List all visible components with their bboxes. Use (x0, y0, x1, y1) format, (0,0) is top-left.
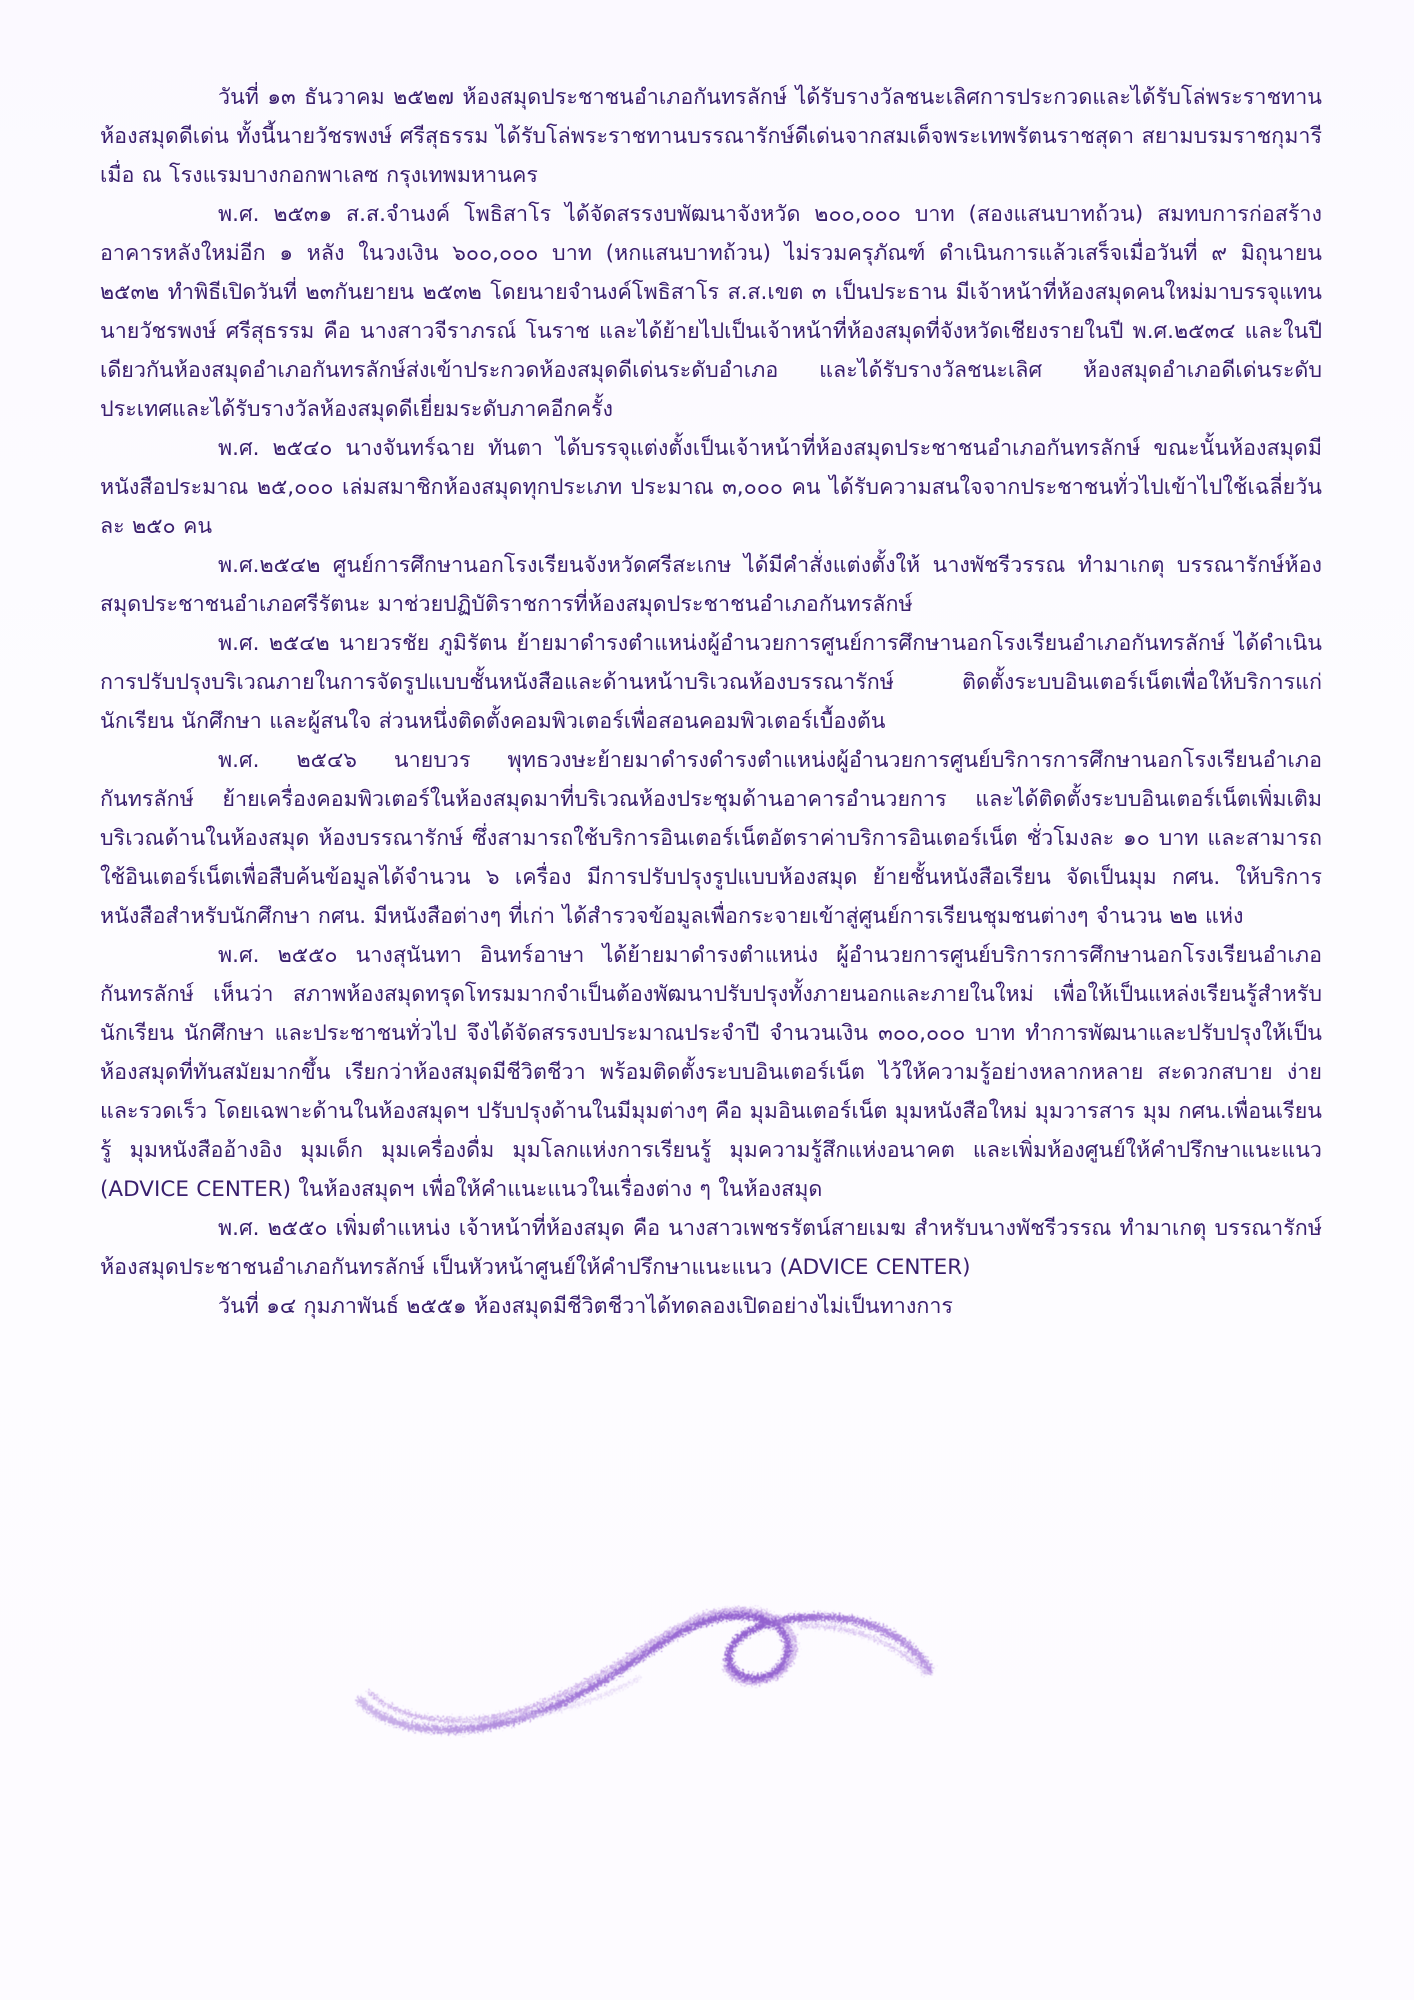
paragraph: พ.ศ. ๒๕๔๒ นายวรชัย ภูมิรัตน ย้ายมาดำรงตำแหน่งผู้อำนวยการศูนย์การศึกษานอกโรงเรียนอำเภอกันทรลักษ์ ได้ดำเนินการปรับปรุงบริเวณภายในการจัดรูปแบบชั้นหนังสือและด้านหน้าบริเวณห้องบรรณารักษ์ ติดตั้งระบบอินเตอร์เน็ตเพื่อให้บริการแก่นักเรียน นักศึกษา และผู้สนใจ ส่วนหนึ่งติดตั้งคอมพิวเตอร์เพื่อสอนคอมพิวเตอร์เบื้องต้น (100, 631, 1322, 734)
document-body (100, 78, 1322, 1326)
paragraph: วันที่ ๑๔ กุมภาพันธ์ ๒๕๕๑ ห้องสมุดมีชีวิตชีวาได้ทดลองเปิดอย่างไม่เป็นทางการ (218, 1294, 953, 1319)
paragraph: พ.ศ. ๒๕๕๐ เพิ่มตำแหน่ง เจ้าหน้าที่ห้องสมุด คือ นางสาวเพชรรัตน์สายเมฆ สำหรับนางพัชรีวรรณ ทำมาเกตุ บรรณารักษ์ห้องสมุดประชาชนอำเภอกันทรลักษ์ เป็นหัวหน้าศูนย์ให้คำปรึกษาแนะแนว (ADVICE CENTER) (100, 1216, 1322, 1280)
paragraph: พ.ศ. ๒๕๓๑ ส.ส.จำนงค์ โพธิสาโร ได้จัดสรรงบพัฒนาจังหวัด ๒๐๐,๐๐๐ บาท (สองแสนบาทถ้วน) สมทบการก่อสร้างอาคารหลังใหม่อีก ๑ หลัง ในวงเงิน ๖๐๐,๐๐๐ บาท (หกแสนบาทถ้วน) ไม่รวมครุภัณฑ์ ดำเนินการแล้วเสร็จเมื่อวันที่ ๙ มิถุนายน ๒๕๓๒ ทำพิธีเปิดวันที่ ๒๓กันยายน ๒๕๓๒ โดยนายจำนงค์โพธิสาโร ส.ส.เขต ๓ เป็นประธาน มีเจ้าหน้าที่ห้องสมุดคนใหม่มาบรรจุแทนนายวัชรพงษ์ ศรีสุธรรม คือ นางสาวจีราภรณ์ โนราช และได้ย้ายไปเป็นเจ้าหน้าที่ห้องสมุดที่จังหวัดเชียงรายในปี พ.ศ.๒๕๓๔ และในปีเดียวกันห้องสมุดอำเภอกันทรลักษ์ส่งเข้าประกวดห้องสมุดดีเด่นระดับอำเภอ และได้รับรางวัลชนะเลิศ ห้องสมุดอำเภอดีเด่นระดับประเทศและได้รับรางวัลห้องสมุดดีเยี่ยมระดับภาคอีกครั้ง (100, 202, 1322, 422)
paragraph: พ.ศ. ๒๕๕๐ นางสุนันทา อินทร์อาษา ได้ย้ายมาดำรงตำแหน่ง ผู้อำนวยการศูนย์บริการการศึกษานอกโรงเรียนอำเภอกันทรลักษ์ เห็นว่า สภาพห้องสมุดทรุดโทรมมากจำเป็นต้องพัฒนาปรับปรุงทั้งภายนอกและภายในใหม่ เพื่อให้เป็นแหล่งเรียนรู้สำหรับนักเรียน นักศึกษา และประชาชนทั่วไป จึงได้จัดสรรงบประมาณประจำปี จำนวนเงิน ๓๐๐,๐๐๐ บาท ทำการพัฒนาและปรับปรุงให้เป็นห้องสมุดที่ทันสมัยมากขึ้น เรียกว่าห้องสมุดมีชีวิตชีวา พร้อมติดตั้งระบบอินเตอร์เน็ต ไว้ให้ความรู้อย่างหลากหลาย สะดวกสบาย ง่าย และรวดเร็ว โดยเฉพาะด้านในห้องสมุดฯ ปรับปรุงด้านในมีมุมต่างๆ คือ มุมอินเตอร์เน็ต มุมหนังสือใหม่ มุมวารสาร มุม กศน.เพื่อนเรียนรู้ มุมหนังสืออ้างอิง มุมเด็ก มุมเครื่องดื่ม มุมโลกแห่งการเรียนรู้ มุมความรู้สึกแห่งอนาคต และเพิ่มห้องศูนย์ให้คำปรึกษาแนะแนว (ADVICE CENTER) ในห้องสมุดฯ เพื่อให้คำแนะแนวในเรื่องต่าง ๆ ในห้องสมุด (100, 943, 1322, 1202)
paragraph: พ.ศ. ๒๕๔๐ นางจันทร์ฉาย ทันตา ได้บรรจุแต่งตั้งเป็นเจ้าหน้าที่ห้องสมุดประชาชนอำเภอกันทรลักษ์ ขณะนั้นห้องสมุดมีหนังสือประมาณ ๒๕,๐๐๐ เล่มสมาชิกห้องสมุดทุกประเภท ประมาณ ๓,๐๐๐ คน ได้รับความสนใจจากประชาชนทั่วไปเข้าไปใช้เฉลี่ยวันละ ๒๕๐ คน (100, 436, 1322, 539)
decorative-swirl-ornament (330, 1560, 950, 1760)
paragraph: วันที่ ๑๓ ธันวาคม ๒๕๒๗ ห้องสมุดประชาชนอำเภอกันทรลักษ์ ได้รับรางวัลชนะเลิศการประกวดและได้รับโล่พระราชทานห้องสมุดดีเด่น ทั้งนี้นายวัชรพงษ์ ศรีสุธรรม ได้รับโล่พระราชทานบรรณารักษ์ดีเด่นจากสมเด็จพระเทพรัตนราชสุดา สยามบรมราชกุมารี เมื่อ ณ โรงแรมบางกอกพาเลซ กรุงเทพมหานคร (100, 85, 1322, 188)
paragraph: พ.ศ.๒๕๔๒ ศูนย์การศึกษานอกโรงเรียนจังหวัดศรีสะเกษ ได้มีคำสั่งแต่งตั้งให้ นางพัชรีวรรณ ทำมาเกตุ บรรณารักษ์ห้องสมุดประชาชนอำเภอศรีรัตนะ มาช่วยปฏิบัติราชการที่ห้องสมุดประชาชนอำเภอกันทรลักษ์ (100, 553, 1322, 617)
paragraph: พ.ศ. ๒๕๔๖ นายบวร พุทธวงษะย้ายมาดำรงดำรงตำแหน่งผู้อำนวยการศูนย์บริการการศึกษานอกโรงเรียนอำเภอกันทรลักษ์ ย้ายเครื่องคอมพิวเตอร์ในห้องสมุดมาที่บริเวณห้องประชุมด้านอาคารอำนวยการ และได้ติดตั้งระบบอินเตอร์เน็ตเพิ่มเติมบริเวณด้านในห้องสมุด ห้องบรรณารักษ์ ซึ่งสามารถใช้บริการอินเตอร์เน็ตอัตราค่าบริการอินเตอร์เน็ต ชั่วโมงละ ๑๐ บาท และสามารถใช้อินเตอร์เน็ตเพื่อสืบค้นข้อมูลได้จำนวน ๖ เครื่อง มีการปรับปรุงรูปแบบห้องสมุด ย้ายชั้นหนังสือเรียน จัดเป็นมุม กศน. ให้บริการหนังสือสำหรับนักศึกษา กศน. มีหนังสือต่างๆ ที่เก่า ได้สำรวจข้อมูลเพื่อกระจายเข้าสู่ศูนย์การเรียนชุมชนต่างๆ จำนวน ๒๒ แห่ง (100, 748, 1322, 929)
